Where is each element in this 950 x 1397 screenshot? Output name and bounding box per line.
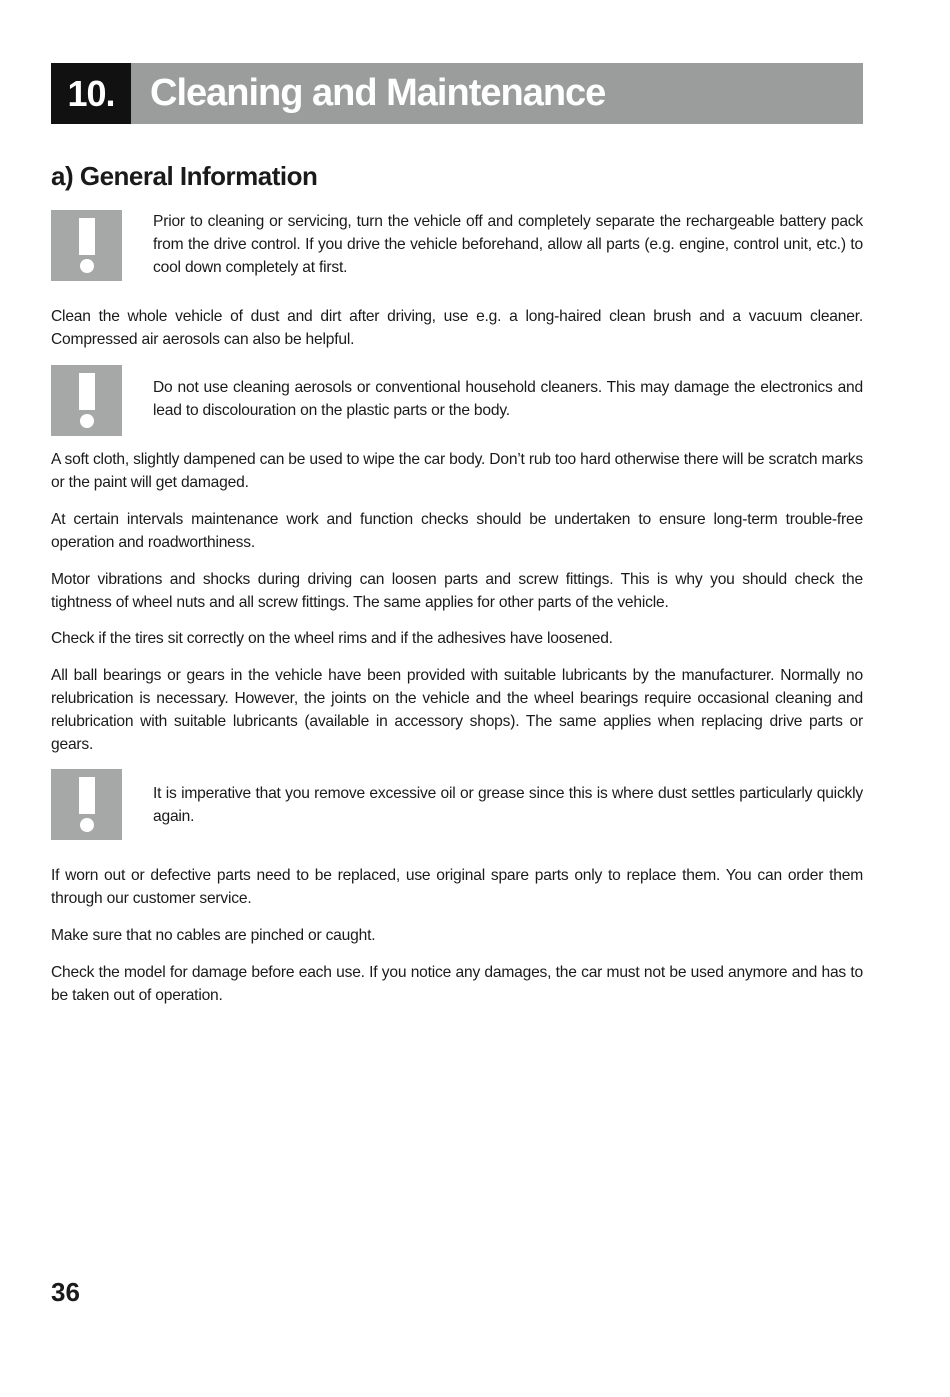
paragraph-3: At certain intervals maintenance work and function checks should be undertaken to ensure long-term trouble-free operation and roadworthiness. (51, 511, 863, 551)
paragraph-2: A soft cloth, slightly dampened can be used to wipe the car body. Don’t rub too hard otherwise there will be scratch marks or the paint will get damaged. (51, 451, 863, 491)
warning-note-1: Prior to cleaning or servicing, turn the vehicle off and completely separate the rechargeable battery pack from the drive control. If you drive the vehicle beforehand, allow all parts (e.g. engine, control unit, etc.) to cool down completely at first. (153, 213, 863, 276)
paragraph-4: Motor vibrations and shocks during driving can loosen parts and screw fittings. This is why you should check the tightness of wheel nuts and all screw fittings. The same applies for other parts of the vehicle. (51, 571, 863, 611)
chapter-number: 10. (51, 63, 131, 124)
paragraph-1: Clean the whole vehicle of dust and dirt after driving, use e.g. a long-haired clean brush and a vacuum cleaner. Compressed air aerosols can also be helpful. (51, 308, 863, 348)
paragraph-6: All ball bearings or gears in the vehicle have been provided with suitable lubricants by the manufacturer. Normally no relubrication is necessary. However, the joints on the vehicle and the wheel bearings require occasional cleaning and relubrication with suitable lubricants (available in accessory shops). The same applies when replacing drive parts or gears. (51, 667, 863, 753)
paragraph-9: Check the model for damage before each use. If you notice any damages, the car must not be used anymore and has to be taken out of operation. (51, 964, 863, 1004)
warning-note-3: It is imperative that you remove excessive oil or grease since this is where dust settles particularly quickly again. (153, 785, 863, 825)
exclamation-icon (51, 365, 122, 436)
warning-note-2: Do not use cleaning aerosols or conventional household cleaners. This may damage the electronics and lead to discolouration on the plastic parts or the body. (153, 379, 863, 419)
paragraph-8: Make sure that no cables are pinched or caught. (51, 927, 376, 944)
exclamation-icon (51, 210, 122, 281)
exclamation-icon (51, 769, 122, 840)
paragraph-7: If worn out or defective parts need to be replaced, use original spare parts only to replace them. You can order them through our customer service. (51, 867, 863, 907)
chapter-header (51, 63, 863, 124)
page-number: 36 (51, 1277, 80, 1307)
paragraph-5: Check if the tires sit correctly on the wheel rims and if the adhesives have loosened. (51, 630, 613, 647)
chapter-title: Cleaning and Maintenance (131, 63, 863, 124)
section-heading: a) General Information (51, 161, 318, 191)
